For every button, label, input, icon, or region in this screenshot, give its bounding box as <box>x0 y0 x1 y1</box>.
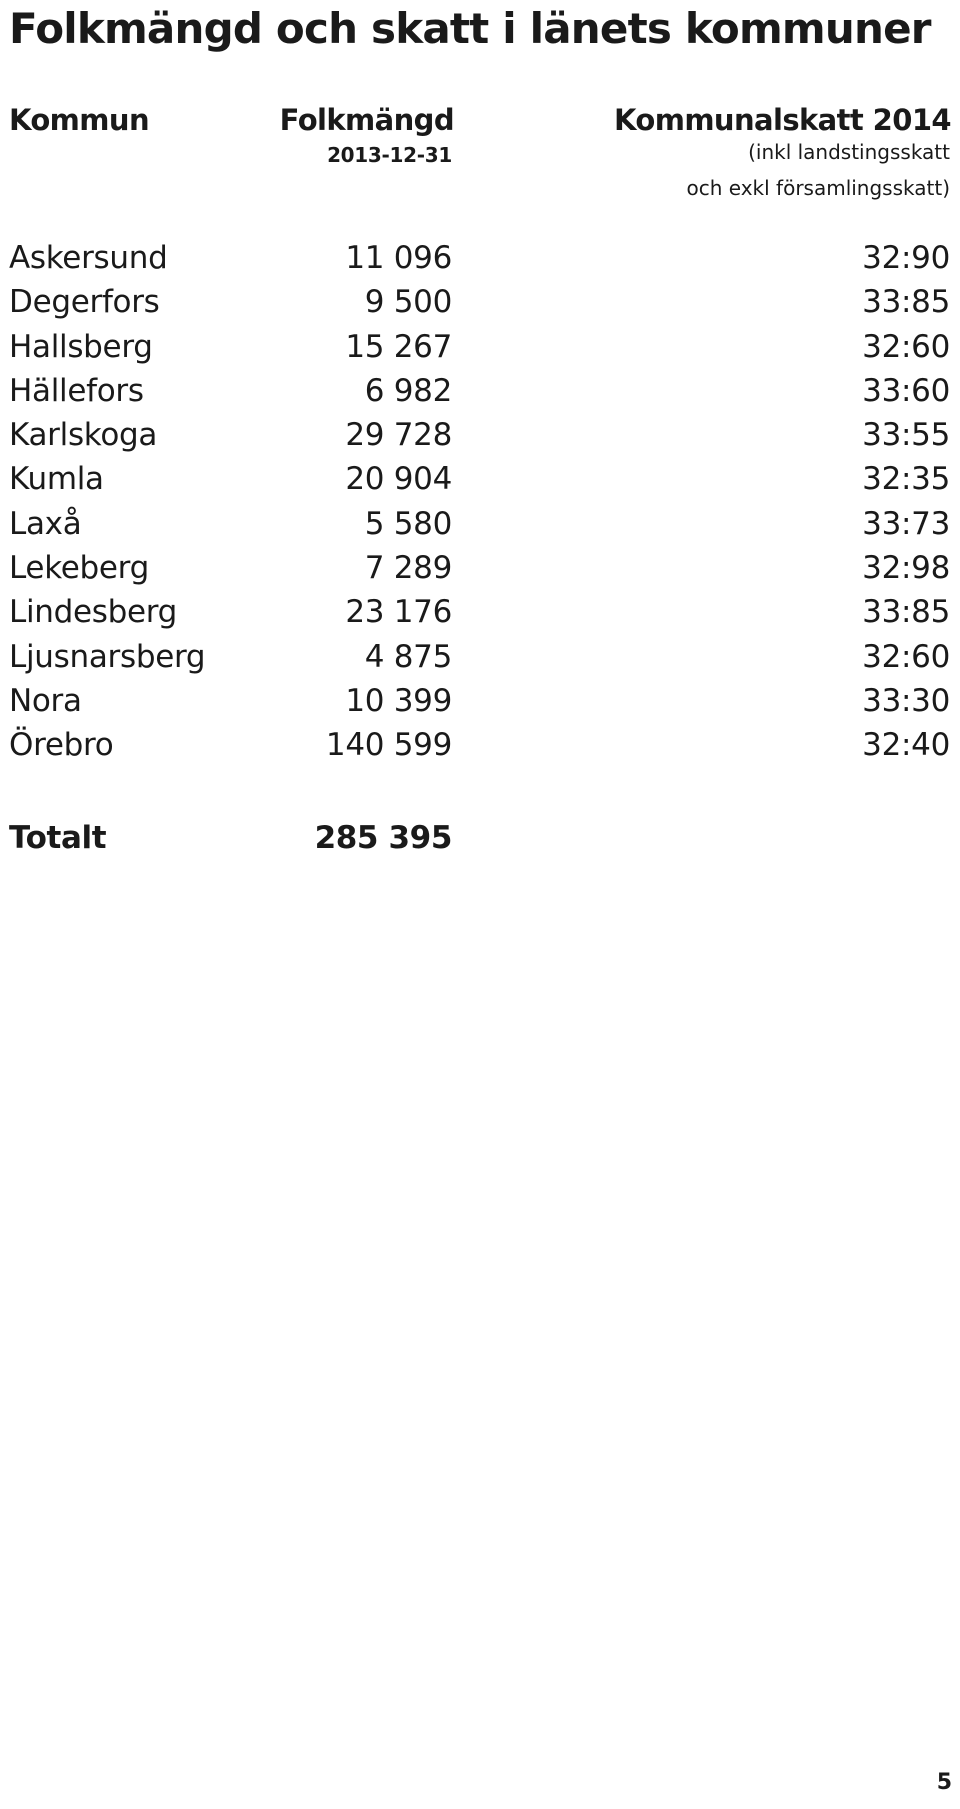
municipality-table <box>0 236 960 768</box>
total-folkmangd: 285 395 <box>314 820 452 856</box>
cell-kommun: Lekeberg <box>9 550 149 587</box>
cell-kommunalskatt: 32:98 <box>862 550 950 587</box>
cell-kommun: Ljusnarsberg <box>9 638 206 675</box>
kommunalskatt-note-line1: (inkl landstingsskatt <box>748 140 950 164</box>
cell-folkmangd: 10 399 <box>345 682 452 719</box>
table-row <box>0 502 960 546</box>
total-label: Totalt <box>9 820 107 856</box>
cell-kommun: Hallsberg <box>9 328 153 365</box>
page-number: 5 <box>936 1770 952 1795</box>
total-row <box>0 816 960 860</box>
cell-kommunalskatt: 32:35 <box>862 461 950 498</box>
page-title: Folkmängd och skatt i länets kommuner <box>9 4 931 53</box>
kommunalskatt-note-line2: och exkl församlingsskatt) <box>686 176 950 200</box>
cell-folkmangd: 29 728 <box>345 417 452 454</box>
column-header-kommun: Kommun <box>9 103 150 137</box>
cell-kommunalskatt: 33:85 <box>862 594 950 631</box>
cell-kommun: Nora <box>9 682 82 719</box>
cell-kommunalskatt: 32:90 <box>862 240 950 276</box>
cell-folkmangd: 7 289 <box>364 550 452 587</box>
cell-folkmangd: 20 904 <box>345 461 452 498</box>
cell-folkmangd: 5 580 <box>364 505 452 542</box>
cell-folkmangd: 4 875 <box>364 638 452 675</box>
cell-kommun: Degerfors <box>9 284 160 321</box>
cell-kommunalskatt: 33:85 <box>862 284 950 321</box>
table-row <box>0 369 960 413</box>
cell-folkmangd: 140 599 <box>325 727 452 764</box>
table-row <box>0 325 960 369</box>
table-row <box>0 280 960 324</box>
cell-kommun: Kumla <box>9 461 104 498</box>
cell-kommunalskatt: 33:55 <box>862 417 950 454</box>
cell-folkmangd: 6 982 <box>364 372 452 409</box>
cell-kommun: Lindesberg <box>9 594 178 631</box>
column-header-kommunalskatt: Kommunalskatt 2014 <box>614 103 951 137</box>
cell-folkmangd: 9 500 <box>364 284 452 321</box>
table-row <box>0 723 960 767</box>
cell-folkmangd: 15 267 <box>345 328 452 365</box>
cell-kommun: Laxå <box>9 505 82 542</box>
cell-kommunalskatt: 33:60 <box>862 372 950 409</box>
cell-kommun: Karlskoga <box>9 417 158 454</box>
cell-kommun: Hällefors <box>9 372 144 409</box>
cell-kommunalskatt: 32:40 <box>862 727 950 764</box>
table-row <box>0 236 960 280</box>
cell-kommunalskatt: 32:60 <box>862 328 950 365</box>
column-header-folkmangd: Folkmängd <box>279 103 454 137</box>
table-row <box>0 635 960 679</box>
table-row <box>0 457 960 501</box>
folkmangd-date: 2013-12-31 <box>327 143 452 167</box>
cell-kommun: Askersund <box>9 240 168 276</box>
cell-folkmangd: 11 096 <box>345 240 452 276</box>
table-row <box>0 546 960 590</box>
cell-kommun: Örebro <box>9 727 114 764</box>
cell-kommunalskatt: 33:73 <box>862 505 950 542</box>
table-row <box>0 590 960 634</box>
table-row <box>0 413 960 457</box>
cell-kommunalskatt: 32:60 <box>862 638 950 675</box>
cell-folkmangd: 23 176 <box>345 594 452 631</box>
table-row <box>0 679 960 723</box>
cell-kommunalskatt: 33:30 <box>862 682 950 719</box>
